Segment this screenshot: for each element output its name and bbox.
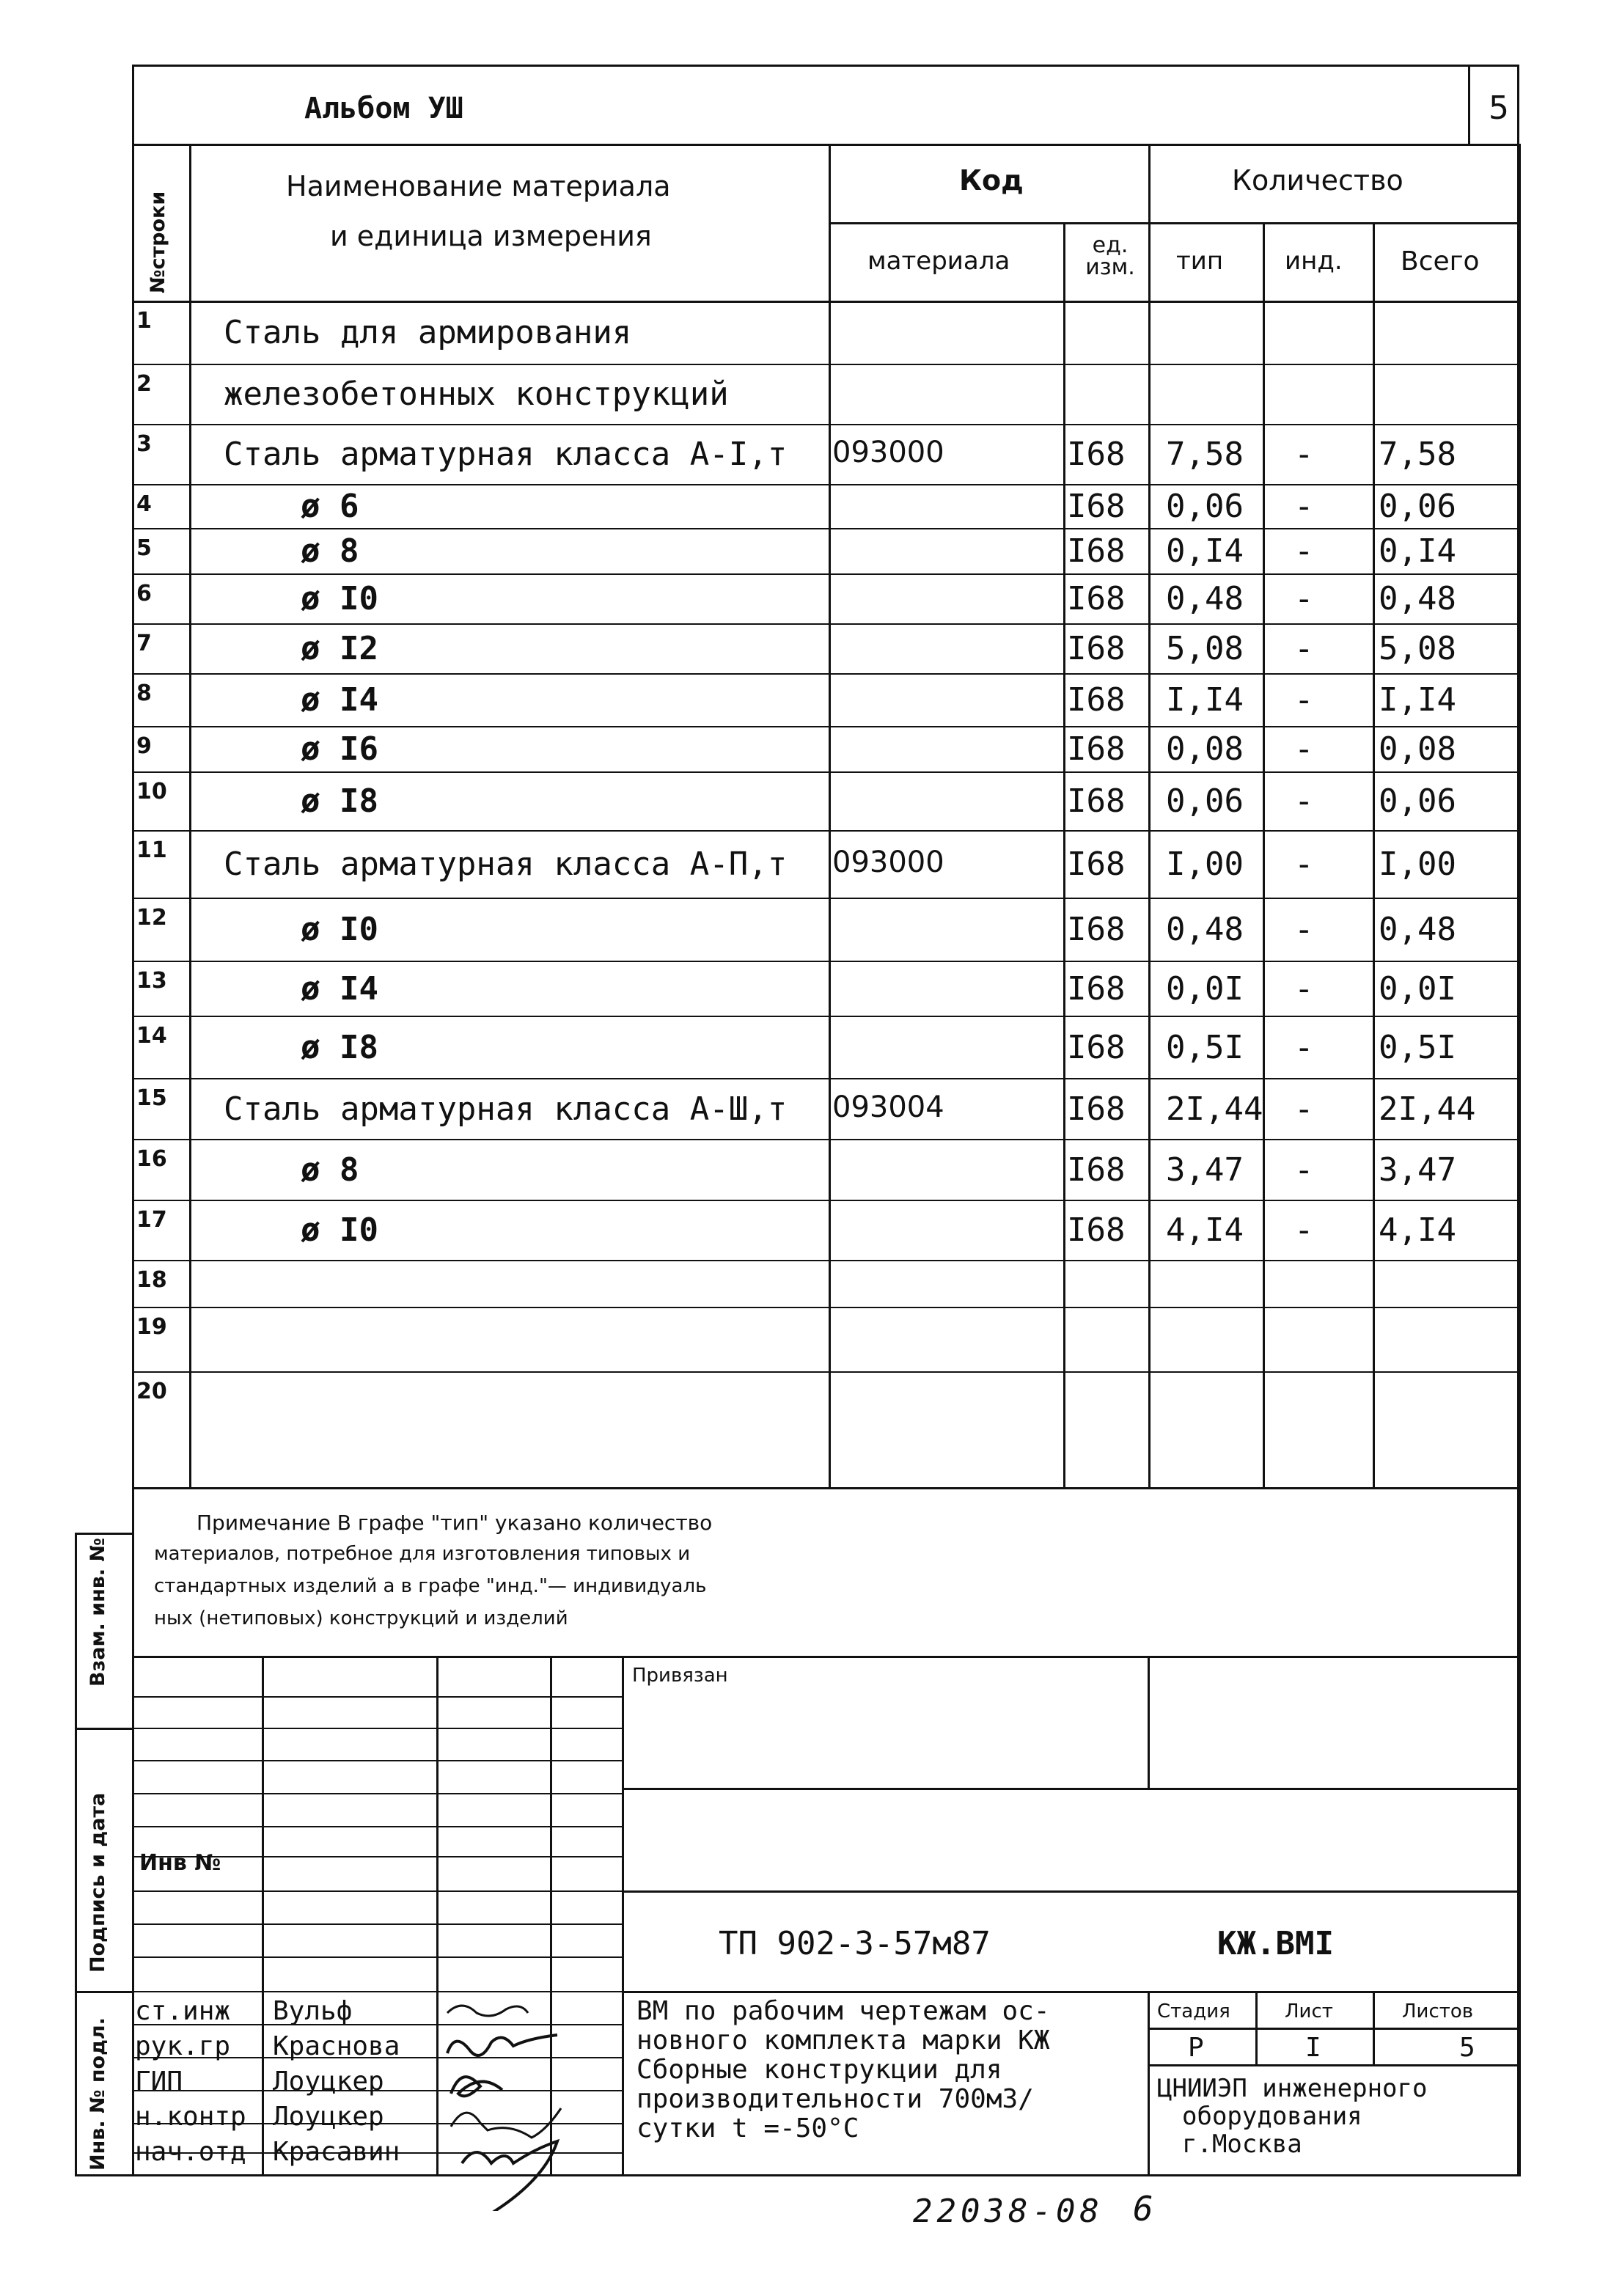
row-number: 13 [136, 968, 167, 994]
footer-page: 6 [1133, 2189, 1153, 2229]
cell-type: 4,I4 [1166, 1211, 1244, 1249]
signature-loutsker-2 [451, 2108, 561, 2138]
cell-code: 093000 [832, 846, 944, 879]
cell-total: I,00 [1379, 846, 1456, 883]
cell-total: 0,I4 [1379, 532, 1456, 570]
cell-unit: I68 [1067, 436, 1126, 473]
cell-type: 5,08 [1166, 630, 1244, 667]
row-number: 7 [136, 631, 152, 656]
cell-type: 3,47 [1166, 1151, 1244, 1189]
cell-name: ø I0 [301, 911, 378, 948]
organization-line: оборудования [1182, 2102, 1362, 2131]
row-number: 15 [136, 1085, 167, 1111]
cell-ind: - [1294, 730, 1314, 768]
sheet-value: I [1305, 2033, 1321, 2063]
note-line-3: стандартных изделий а в графе "инд."— индивидуаль [154, 1575, 707, 1597]
cell-ind: - [1294, 911, 1314, 948]
cell-type: I,I4 [1166, 681, 1244, 719]
cell-type: 7,58 [1166, 436, 1244, 473]
side-label-vzam: Взам. инв. № [87, 1537, 109, 1687]
cell-unit: I68 [1067, 1028, 1126, 1066]
column-header-code-unit: ед. изм. [1085, 232, 1135, 280]
archive-number: 22038-08 [913, 2193, 1104, 2230]
row-number: 12 [136, 905, 167, 931]
row-number: 11 [136, 837, 167, 863]
cell-name: ø I4 [301, 681, 378, 719]
cell-name: ø I6 [301, 730, 378, 768]
signature-krasnova [447, 2035, 557, 2055]
cell-total: 4,I4 [1379, 1211, 1456, 1249]
cell-total: 0,5I [1379, 1028, 1456, 1066]
row-number: 16 [136, 1146, 167, 1172]
cell-total: 7,58 [1379, 436, 1456, 473]
cell-name: Сталь арматурная класса А-П,т [224, 846, 788, 883]
row-number: 14 [136, 1023, 167, 1049]
cell-ind: - [1294, 1028, 1314, 1066]
note-line-4: ных (нетиповых) конструкций и изделий [154, 1607, 568, 1629]
column-header-quantity: Количество [1232, 164, 1403, 197]
signatures [433, 1991, 623, 2211]
cell-unit: I68 [1067, 630, 1126, 667]
cell-unit: I68 [1067, 911, 1126, 948]
cell-unit: I68 [1067, 969, 1126, 1008]
cell-name: ø I2 [301, 630, 378, 667]
cell-name: ø I4 [301, 969, 378, 1008]
row-number: 5 [136, 535, 152, 561]
cell-unit: I68 [1067, 681, 1126, 719]
cell-total: 0,48 [1379, 580, 1456, 617]
cell-ind: - [1294, 532, 1314, 570]
album-title: Альбом УШ [304, 92, 463, 125]
column-header-name-line1: Наименование материала [286, 170, 671, 202]
cell-ind: - [1294, 1211, 1314, 1249]
side-label-inv-podl: Инв. № подл. [87, 2017, 109, 2171]
staff-name: Красавин [273, 2137, 400, 2167]
cell-total: 0,06 [1379, 488, 1456, 525]
cell-unit: I68 [1067, 730, 1126, 768]
cell-ind: - [1294, 846, 1314, 883]
cell-unit: I68 [1067, 580, 1126, 617]
cell-total: 0,0I [1379, 969, 1456, 1008]
cell-total: 2I,44 [1379, 1090, 1476, 1128]
cell-code: 093000 [832, 436, 944, 469]
cell-type: 0,I4 [1166, 532, 1244, 570]
staff-role: рук.гр [135, 2031, 231, 2061]
cell-unit: I68 [1067, 846, 1126, 883]
cell-name: ø I8 [301, 1028, 378, 1066]
signature-krasavin [462, 2141, 557, 2211]
cell-ind: - [1294, 630, 1314, 667]
row-number: 19 [136, 1314, 167, 1340]
column-header-qty-type: тип [1176, 246, 1224, 276]
cell-name: ø I0 [301, 1211, 378, 1249]
description-line: Сборные конструкции для [636, 2055, 1002, 2085]
cell-type: 0,06 [1166, 488, 1244, 525]
sheets-label: Листов [1402, 2000, 1474, 2022]
cell-name: Сталь арматурная класса А-I,т [224, 436, 788, 473]
cell-ind: - [1294, 1151, 1314, 1189]
side-label-podpis: Подпись и дата [87, 1792, 109, 1973]
row-number: 1 [136, 308, 152, 334]
column-header-qty-total: Всего [1401, 246, 1480, 276]
stage-label: Стадия [1157, 2000, 1230, 2022]
cell-name: железобетонных конструкций [224, 375, 729, 413]
cell-name: ø 8 [301, 1151, 359, 1189]
cell-total: 0,48 [1379, 911, 1456, 948]
description-line: ВМ по рабочим чертежам ос- [636, 1996, 1050, 2026]
cell-name: ø I0 [301, 580, 378, 617]
signature-vulf [447, 2006, 528, 2016]
cell-total: 0,08 [1379, 730, 1456, 768]
column-header-name-line2: и единица измерения [330, 220, 652, 252]
cell-type: 2I,44 [1166, 1090, 1263, 1128]
cell-unit: I68 [1067, 1211, 1126, 1249]
sheet-label: Лист [1285, 2000, 1333, 2022]
staff-name: Лоуцкер [273, 2102, 384, 2132]
row-number: 20 [136, 1379, 167, 1404]
cell-name: ø I8 [301, 782, 378, 820]
row-number: 4 [136, 491, 152, 517]
description-line: сутки t =-50°C [636, 2113, 859, 2143]
cell-ind: - [1294, 782, 1314, 820]
cell-type: 0,08 [1166, 730, 1244, 768]
staff-role: ГИП [135, 2066, 183, 2097]
cell-code: 093004 [832, 1090, 944, 1124]
signature-loutsker [451, 2077, 502, 2096]
cell-ind: - [1294, 488, 1314, 525]
cell-name: ø 6 [301, 488, 359, 525]
column-header-code-material: материала [867, 246, 1010, 276]
cell-ind: - [1294, 1090, 1314, 1128]
cell-unit: I68 [1067, 488, 1126, 525]
doc-number: ТП 902-3-57м87 [719, 1925, 991, 1962]
staff-role: н.контр [135, 2102, 246, 2132]
cell-type: 0,5I [1166, 1028, 1244, 1066]
cell-name: Сталь для армирования [224, 314, 632, 351]
organization-line: ЦНИИЭП инженерного [1157, 2074, 1428, 2103]
row-number: 17 [136, 1207, 167, 1233]
cell-unit: I68 [1067, 1090, 1126, 1128]
row-number: 9 [136, 733, 152, 759]
privyazan-label: Привязан [632, 1665, 728, 1687]
description-line: производительности 700м3/ [636, 2084, 1034, 2114]
cell-ind: - [1294, 580, 1314, 617]
row-number: 2 [136, 371, 152, 397]
note-line-2: материалов, потребное для изготовления типовых и [154, 1543, 691, 1565]
row-number: 8 [136, 681, 152, 706]
cell-ind: - [1294, 969, 1314, 1008]
staff-name: Краснова [273, 2031, 400, 2061]
column-header-rownum: №строки [147, 191, 169, 293]
cell-type: 0,48 [1166, 911, 1244, 948]
cell-total: 5,08 [1379, 630, 1456, 667]
row-number: 10 [136, 779, 167, 804]
staff-role: ст.инж [135, 1996, 231, 2026]
sheets-value: 5 [1459, 2033, 1475, 2063]
cell-type: I,00 [1166, 846, 1244, 883]
cell-unit: I68 [1067, 782, 1126, 820]
cell-total: 0,06 [1379, 782, 1456, 820]
page-number: 5 [1489, 89, 1509, 127]
stage-value: Р [1188, 2033, 1204, 2063]
note-line-1: Примечание В графе "тип" указано количество [197, 1511, 713, 1535]
staff-role: нач.отд [135, 2137, 246, 2167]
row-number: 6 [136, 581, 152, 606]
staff-name: Вульф [273, 1996, 353, 2026]
cell-ind: - [1294, 681, 1314, 719]
cell-ind: - [1294, 436, 1314, 473]
cell-type: 0,0I [1166, 969, 1244, 1008]
cell-unit: I68 [1067, 1151, 1126, 1189]
column-header-qty-ind: инд. [1285, 246, 1343, 276]
inv-no-label: Инв № [139, 1850, 221, 1876]
column-header-code: Код [959, 164, 1024, 197]
row-number: 18 [136, 1267, 167, 1293]
cell-type: 0,06 [1166, 782, 1244, 820]
doc-mark: КЖ.ВМI [1217, 1925, 1334, 1962]
cell-type: 0,48 [1166, 580, 1244, 617]
staff-name: Лоуцкер [273, 2066, 384, 2097]
cell-total: I,I4 [1379, 681, 1456, 719]
organization-line: г.Москва [1182, 2130, 1302, 2159]
cell-name: Сталь арматурная класса А-Ш,т [224, 1090, 788, 1128]
description-line: новного комплекта марки КЖ [636, 2025, 1050, 2055]
row-number: 3 [136, 431, 152, 457]
cell-name: ø 8 [301, 532, 359, 570]
cell-total: 3,47 [1379, 1151, 1456, 1189]
cell-unit: I68 [1067, 532, 1126, 570]
